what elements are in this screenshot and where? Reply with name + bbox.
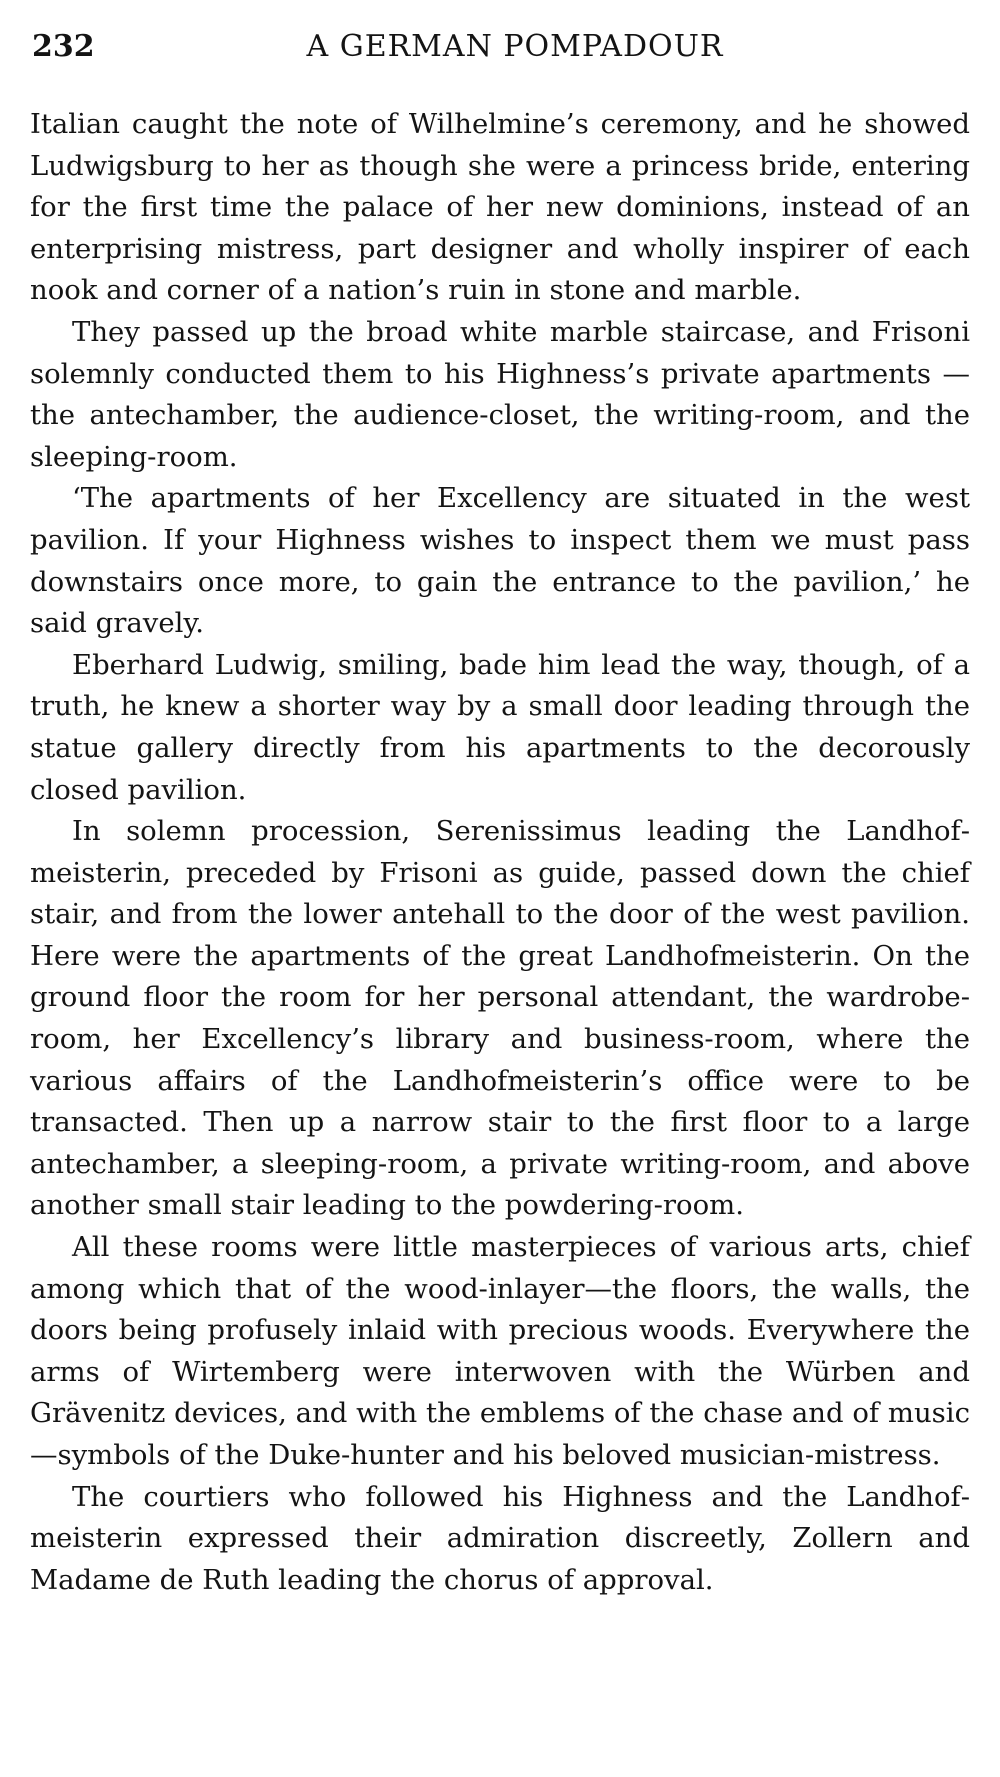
paragraph-1: Italian caught the note of Wilhelmine’s ceremony, and he showed Ludwigsburg to her as though she were a princess bride, entering for the first time the palace of her new dominions, instead of an enterprising mistress, part designer and wholly inspirer of each nook and corner of a nation’s ruin in stone and marble. xyxy=(30,108,970,307)
paragraph-6: All these rooms were little masterpieces of various arts, chief among which that of the wood-inlayer—the floors, the walls, the doors being profusely inlaid with precious woods. Everywhere the arms of Wirtemberg were interwoven with the Würben and Grävenitz devices, and with the emblems of the chase and of music—symbols of the Duke-hunter and his beloved musician-mistress. xyxy=(30,1231,970,1471)
paragraph-2: They passed up the broad white marble staircase, and Frisoni solemnly conducted them to his Highness’s private apartments — the antechamber, the audience-closet, the writing-room, and the sleeping-room. xyxy=(30,315,970,473)
body-text xyxy=(30,104,970,1601)
paragraph-7: The courtiers who followed his Highness and the Landhofmeisterin expressed their admiration discreetly, Zollern and Madame de Ruth leading the chorus of approval. xyxy=(30,1480,970,1596)
paragraph-4: Eberhard Ludwig, smiling, bade him lead the way, though, of a truth, he knew a shorter way by a small door leading through the statue gallery directly from his apartments to the decorously closed pavilion. xyxy=(30,648,970,806)
paragraph-5: In solemn procession, Serenissimus leading the Landhofmeisterin, preceded by Frisoni as guide, passed down the chief stair, and from the lower antehall to the door of the west pavilion. Here were the apartments of the great Landhofmeisterin. On the ground floor the room for her personal attendant, the wardrobe-room, her Excellency’s library and business-room, where the various affairs of the Landhofmeisterin’s office were to be transacted. Then up a narrow stair to the first floor to a large antechamber, a sleeping-room, a private writing-room, and above another small stair leading to the powdering-room. xyxy=(30,815,970,1222)
book-page xyxy=(30,24,970,1601)
page-number: 232 xyxy=(32,29,95,64)
paragraph-3: ‘The apartments of her Excellency are situated in the west pavilion. If your Highness wishes to inspect them we must pass downstairs once more, to gain the entrance to the pavilion,’ he said gravely. xyxy=(30,482,970,640)
running-title: A GERMAN POMPADOUR xyxy=(306,29,724,64)
running-head xyxy=(30,24,970,70)
